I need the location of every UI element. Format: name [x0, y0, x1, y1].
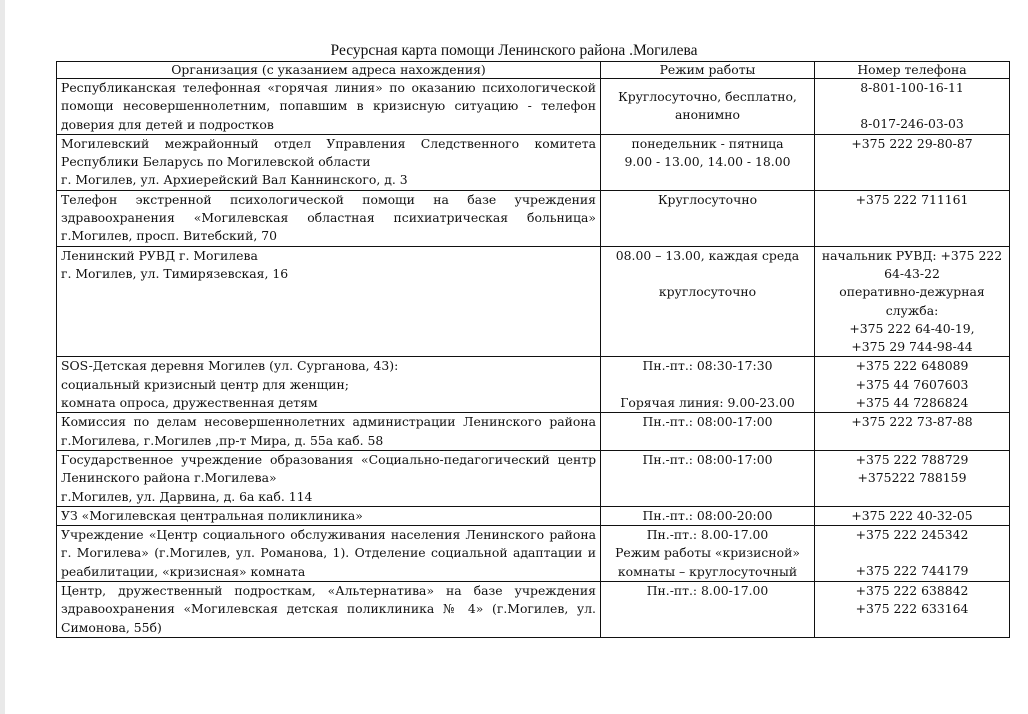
phone-cell: [815, 190, 1010, 246]
phone-number: +375222 788159: [857, 470, 967, 486]
schedule-text: Пн.-пт.: 08:30-17:30: [642, 358, 773, 374]
header-organization: Организация (с указанием адреса нахождения): [57, 62, 601, 79]
phone-number: +375 222 788729: [855, 451, 969, 467]
spacer: [605, 265, 810, 283]
phone-number: +375 222 744179: [855, 563, 969, 579]
table-row: [57, 450, 1010, 506]
org-cell: [57, 190, 601, 246]
org-text: Ленинский РУВД г. Могилева: [61, 247, 258, 263]
phone-number: 8-801-100-16-11: [860, 80, 964, 95]
table-row: [57, 246, 1010, 357]
org-cell: [57, 134, 601, 190]
phone-number: +375 222 64-40-19,: [849, 320, 975, 336]
schedule-text: Круглосуточно: [657, 191, 758, 207]
resource-table: [56, 61, 1010, 638]
phone-number: +375 222 29-80-87: [851, 135, 973, 151]
document-title: Ресурсная карта помощи Ленинского района .Могилева: [330, 42, 698, 59]
org-cell: [57, 246, 601, 357]
org-text: Центр, дружественный подросткам, «Альтернатива» на базе учреждения здравоохранения «Могилевская детская поликлиника № 4» (г.Могилев, ул. Симонова, 55б): [61, 583, 596, 635]
org-address: г.Могилев, ул. Дарвина, д. 6а каб. 114: [61, 488, 313, 504]
org-cell: [57, 582, 601, 638]
table-row: [57, 79, 1010, 135]
phone-number: 8-017-246-03-03: [860, 116, 964, 132]
org-cell: [57, 413, 601, 451]
schedule-text: Пн.-пт.: 08:00-20:00: [642, 507, 773, 523]
schedule-cell: [601, 526, 815, 582]
schedule-text: Пн.-пт.: 08:00-17:00: [642, 414, 773, 430]
phone-number: +375 222 648089: [855, 358, 969, 374]
phone-number: +375 222 245342: [855, 527, 969, 543]
schedule-cell: [601, 246, 815, 357]
org-text: УЗ «Могилевская центральная поликлиника»: [61, 507, 363, 523]
schedule-text: Круглосуточно, бесплатно, анонимно: [618, 89, 797, 123]
schedule-text: 9.00 - 13.00, 14.00 - 18.00: [624, 154, 791, 170]
spacer: [819, 544, 1005, 562]
table-row: [57, 413, 1010, 451]
org-text: социальный кризисный центр для женщин;: [61, 376, 349, 392]
schedule-text: Пн.-пт.: 8.00-17.00: [646, 583, 769, 599]
phone-number: +375 222 40-32-05: [851, 507, 973, 523]
table-row: [57, 190, 1010, 246]
phone-number: +375 222 73-87-88: [851, 414, 973, 430]
schedule-text: понедельник - пятница: [631, 135, 784, 151]
schedule-cell: [601, 134, 815, 190]
phone-number: +375 29 744-98-44: [851, 339, 973, 355]
schedule-cell: [601, 79, 815, 135]
table-row: [57, 134, 1010, 190]
phone-cell: [815, 357, 1010, 413]
table-row: [57, 506, 1010, 525]
schedule-text: 08.00 – 13.00, каждая среда: [615, 247, 800, 263]
org-text: Телефон экстренной психологической помощи на базе учреждения здравоохранения «Могилевская областная психиатрическая больница» г.Могилев, просп. Витебский, 70: [61, 191, 596, 244]
page-edge-strip: [0, 0, 5, 714]
phone-label: оперативно-дежурная служба:: [839, 284, 985, 318]
schedule-cell: [601, 190, 815, 246]
phone-number: +375 222 638842: [855, 583, 969, 599]
spacer: [605, 376, 810, 394]
schedule-text: Горячая линия: 9.00-23.00: [620, 394, 795, 410]
phone-number: +375 222 711161: [855, 191, 969, 207]
schedule-cell: [601, 357, 815, 413]
schedule-cell: [601, 506, 815, 525]
org-text: Государственное учреждение образования «Социально-педагогический центр Ленинского района г.Могилева»: [61, 451, 596, 486]
org-text: Могилевский межрайонный отдел Управления Следственного комитета Республики Беларусь по Могилевской области: [61, 135, 596, 170]
header-schedule: Режим работы: [601, 62, 815, 79]
phone-cell: [815, 413, 1010, 451]
schedule-text: Пн.-пт.: 8.00-17.00: [646, 527, 769, 543]
org-text: комната опроса, дружественная детям: [61, 395, 318, 411]
org-address: г. Могилев, ул. Тимирязевская, 16: [61, 265, 289, 281]
schedule-cell: [601, 582, 815, 638]
org-text: SOS-Детская деревня Могилев (ул. Сурганова, 43):: [61, 358, 399, 374]
org-text: Республиканская телефонная «горячая линия» по оказанию психологической помощи несовершеннолетним, попавшим в кризисную ситуацию - телефон доверия для детей и подростков: [61, 80, 596, 132]
org-cell: [57, 79, 601, 135]
schedule-cell: [601, 450, 815, 506]
table-row: [57, 526, 1010, 582]
table-header-row: [57, 62, 1010, 79]
phone-cell: [815, 246, 1010, 357]
schedule-text: Пн.-пт.: 08:00-17:00: [642, 451, 773, 467]
table-row: [57, 582, 1010, 638]
phone-cell: [815, 134, 1010, 190]
phone-cell: [815, 526, 1010, 582]
phone-cell: [815, 79, 1010, 135]
table-row: [57, 357, 1010, 413]
phone-cell: [815, 506, 1010, 525]
header-phone: Номер телефона: [815, 62, 1010, 79]
org-text: Комиссия по делам несовершеннолетних администрации Ленинского района г.Могилева, г.Могилев ,пр-т Мира, д. 55а каб. 58: [61, 414, 596, 448]
schedule-text: круглосуточно: [658, 283, 757, 299]
spacer: [819, 97, 1005, 115]
phone-number: +375 44 7286824: [855, 395, 969, 411]
phone-number: начальник РУВД: +375 222 64-43-22: [821, 247, 1003, 281]
schedule-cell: [601, 413, 815, 451]
schedule-text: Режим работы «кризисной» комнаты – круглосуточный: [615, 545, 800, 579]
org-cell: [57, 506, 601, 525]
phone-number: +375 222 633164: [855, 601, 969, 617]
org-cell: [57, 357, 601, 413]
org-address: г. Могилев, ул. Архиерейский Вал Каннинского, д. 3: [61, 172, 408, 188]
phone-number: +375 44 7607603: [855, 376, 969, 392]
phone-cell: [815, 582, 1010, 638]
org-cell: [57, 450, 601, 506]
org-text: Учреждение «Центр социального обслуживания населения Ленинского района г. Могилева» (г.Могилев, ул. Романова, 1). Отделение социальной адаптации и реабилитации, «кризисная» комната: [61, 527, 596, 579]
org-cell: [57, 526, 601, 582]
phone-cell: [815, 450, 1010, 506]
